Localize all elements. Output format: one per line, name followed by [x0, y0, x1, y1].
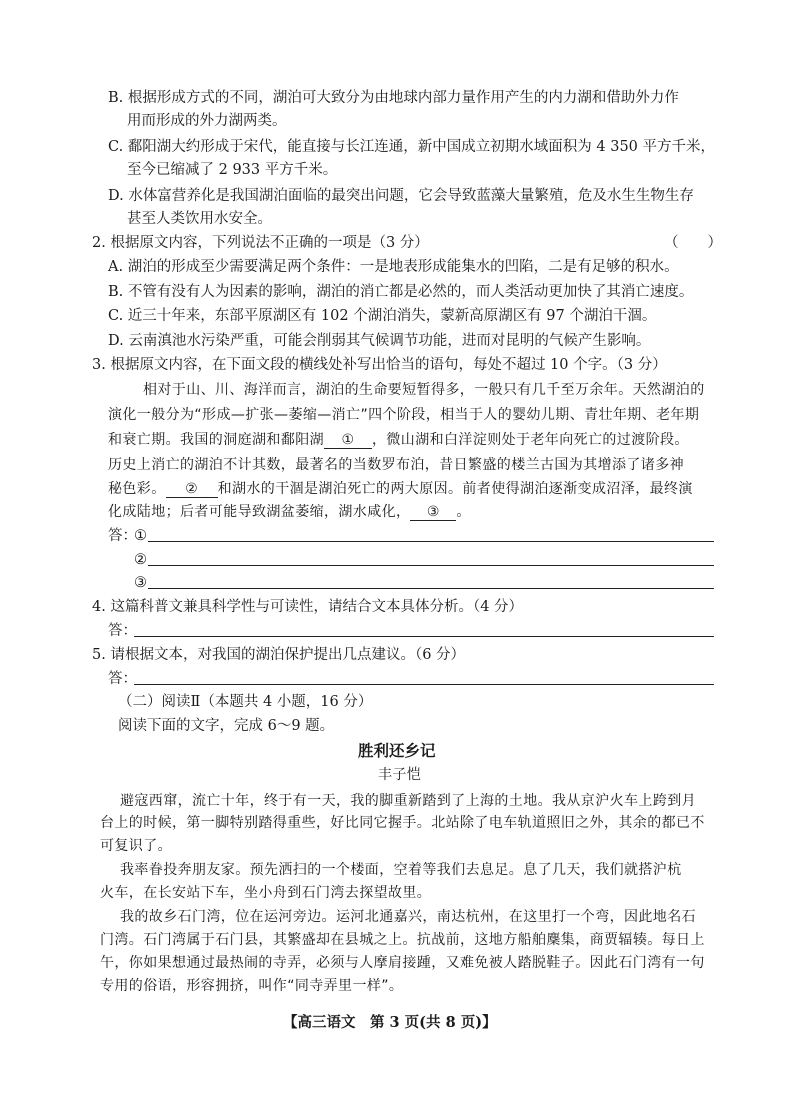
q3-passage-line5-b: 和湖水的干涸是湖泊死亡的两大原因。前者使得湖泊逐渐变成沼泽，最终演 — [217, 481, 693, 497]
q5-stem: 5. 请根据文本，对我国的湖泊保护提出几点建议。（6 分） — [92, 647, 466, 663]
q3-passage-line1: 相对于山、川、海洋而言，湖泊的生命要短暂得多，一般只有几千至万余年。天然湖泊的 — [143, 382, 705, 398]
q5-answer-label: 答： — [108, 671, 137, 687]
q1-option-c-line1: C. 鄱阳湖大约形成于宋代，能直接与长江连通，新中国成立初期水域面积为 4 350 平方千米， — [108, 139, 716, 155]
q2-option-b: B. 不管有没有人为因素的影响，湖泊的消亡都是必然的，而人类活动更加快了其消亡速度。 — [108, 284, 694, 300]
q3-passage-line6-b: 。 — [456, 504, 471, 520]
q4-answer-label: 答： — [108, 623, 137, 639]
q3-passage-line5 — [108, 479, 693, 499]
q1-option-d-line2: 甚至人类饮用水安全。 — [127, 211, 272, 227]
q1-option-b-line2: 用而形成的外力湖两类。 — [127, 113, 287, 129]
q2-stem: 2. 根据原文内容，下列说法不正确的一项是（3 分） — [92, 235, 429, 251]
q5-answer-line[interactable] — [134, 684, 714, 685]
article-para2-line1: 我率眷投奔朋友家。预先洒扫的一个楼面，空着等我们去息足。息了几天，我们就搭沪杭 — [120, 862, 682, 878]
q2-answer-bracket: （ ） — [664, 235, 722, 251]
q3-answer-mark-1: ① — [134, 528, 147, 544]
section2-instruction: 阅读下面的文字，完成 6～9 题。 — [118, 718, 335, 734]
q2-option-c: C. 近三十年来，东部平原湖区有 102 个湖泊消失，蒙新高原湖区有 97 个湖泊干涸。 — [108, 308, 657, 324]
q3-passage-line3 — [108, 430, 689, 450]
q2-option-a: A. 湖泊的形成至少需要满足两个条件：一是地表形成能集水的凹陷，二是有足够的积水。 — [108, 259, 679, 275]
article-title: 胜利还乡记 — [358, 741, 436, 760]
q3-answer-mark-3: ③ — [134, 575, 147, 591]
q3-passage-line6 — [108, 502, 471, 522]
q3-blank-2[interactable]: ② — [166, 481, 218, 498]
article-para2-line2: 火车，在长安站下车，坐小舟到石门湾去探望故里。 — [100, 885, 432, 901]
q3-blank-1[interactable]: ① — [324, 432, 372, 449]
article-para3-line1: 我的故乡石门湾，位在运河旁边。运河北通嘉兴，南达杭州，在这里打一个弯，因此地名石 — [120, 909, 696, 925]
q3-passage-line3-b: ，微山湖和白洋淀则处于老年向死亡的过渡阶段。 — [372, 432, 689, 448]
q4-stem: 4. 这篇科普文兼具科学性与可读性，请结合文本具体分析。（4 分） — [92, 599, 524, 615]
q3-answer-line-2[interactable] — [148, 565, 714, 566]
q3-answer-line-3[interactable] — [148, 588, 714, 589]
article-para1-line1: 避寇西窜，流亡十年，终于有一天，我的脚重新踏到了上海的土地。我从京沪火车上跨到月 — [120, 793, 696, 809]
article-para3-line2: 门湾。石门湾属于石门县，其繁盛却在县城之上。抗战前，这地方船舶麇集，商贾辐辏。每日上 — [100, 932, 705, 948]
article-para3-line4: 专用的俗语，形容拥挤，叫作“同寺弄里一样”。 — [100, 978, 404, 994]
page-footer: 【高三语文 第 3 页(共 8 页)】 — [283, 1014, 497, 1031]
q3-passage-line3-a: 和衰亡期。我国的洞庭湖和鄱阳湖 — [108, 432, 324, 448]
q2-option-d: D. 云南滇池水污染严重，可能会削弱其气候调节功能，进而对昆明的气候产生影响。 — [108, 333, 651, 349]
q3-answer-mark-2: ② — [134, 552, 147, 568]
q4-answer-line[interactable] — [134, 636, 714, 637]
article-para1-line3: 可复识了。 — [100, 838, 172, 854]
q3-blank-3[interactable]: ③ — [410, 504, 456, 521]
q1-option-c-line2: 至今已缩减了 2 933 平方千米。 — [127, 162, 338, 178]
q3-passage-line6-a: 化成陆地；后者可能导致湖盆萎缩，湖水咸化， — [108, 504, 411, 520]
article-author: 丰子恺 — [378, 767, 422, 783]
q3-passage-line4: 历史上消亡的湖泊不计其数，最著名的当数罗布泊，昔日繁盛的楼兰古国为其增添了诸多神 — [108, 457, 684, 473]
q1-option-d-line1: D. 水体富营养化是我国湖泊面临的最突出问题，它会导致蓝藻大量繁殖，危及水生生物生存 — [108, 188, 694, 204]
q3-answer-label: 答： — [108, 528, 137, 544]
section2-heading: （二）阅读Ⅱ（本题共 4 小题，16 分） — [118, 694, 373, 710]
q3-stem: 3. 根据原文内容，在下面文段的横线处补写出恰当的语句，每处不超过 10 个字。（3 分） — [92, 357, 667, 373]
article-para1-line2: 台上的时候，第一脚特别踏得重些，好比同它握手。北站除了电车轨道照旧之外，其余的都已不 — [100, 815, 705, 831]
q3-passage-line2: 演化一般分为“形成—扩张—萎缩—消亡”四个阶段，相当于人的婴幼儿期、青壮年期、老年期 — [108, 407, 700, 423]
q1-option-b-line1: B. 根据形成方式的不同，湖泊可大致分为由地球内部力量作用产生的内力湖和借助外力作 — [108, 90, 679, 106]
q3-answer-line-1[interactable] — [148, 541, 714, 542]
article-para3-line3: 午，你如果想通过最热闹的寺弄，必须与人摩肩接踵，又难免被人踏脱鞋子。因此石门湾有一句 — [100, 955, 705, 971]
q3-passage-line5-a: 秘色彩。 — [108, 481, 166, 497]
